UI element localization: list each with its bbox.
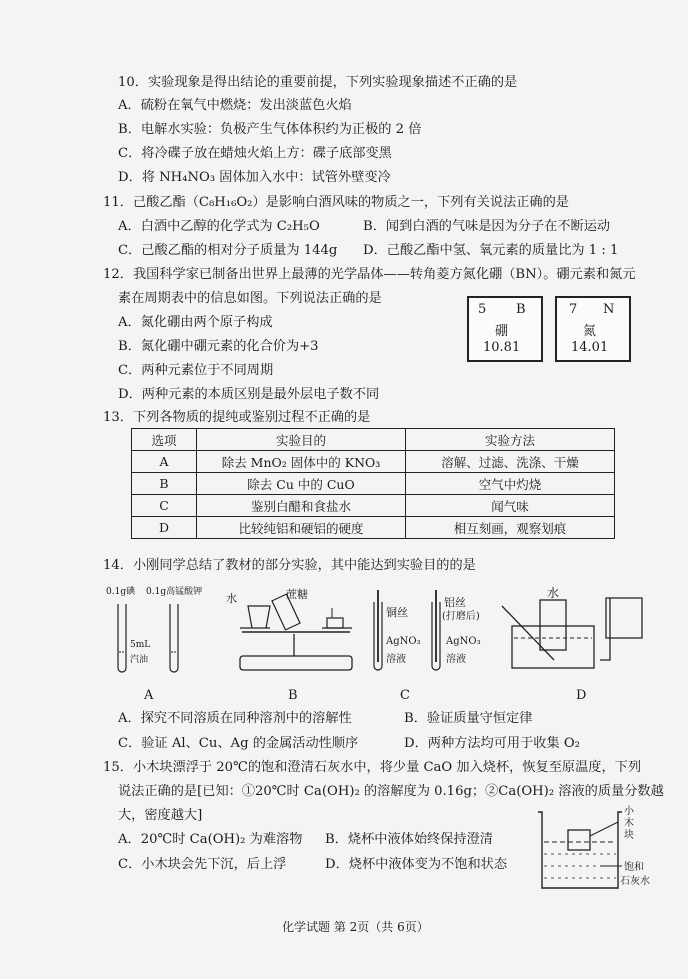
gasoline-label: 汽油 [130, 655, 149, 665]
q10-option-a: A．硫粉在氧气中燃烧：发出淡蓝色火焰 [118, 98, 352, 113]
q12-option-d: D．两种元素的本质区别是最外层电子数不同 [118, 387, 380, 402]
cell-option: B [132, 473, 197, 495]
q14-figure-d [498, 578, 650, 678]
nitrogen-atomic-mass: 14.01 [571, 340, 609, 355]
permanganate-label: 0.1g高锰酸钾 [146, 587, 203, 597]
metal-wire-tubes-diagram [360, 582, 490, 680]
nitrogen-name: 氮 [583, 324, 597, 339]
header-purpose: 实验目的 [197, 429, 406, 451]
boron-element-card [467, 296, 543, 362]
q11-option-c: C．己酸乙酯的相对分子质量为 144g [118, 243, 338, 258]
figure-label-b: B [288, 688, 298, 703]
test-tubes-diagram [100, 582, 203, 682]
table-header-row [132, 429, 615, 451]
cell-method: 相互刻画，观察划痕 [406, 517, 615, 539]
cell-purpose: 除去 Cu 中的 CuO [197, 473, 406, 495]
boron-name: 硼 [495, 324, 509, 339]
q15-stem-line3: 大，密度越大] [118, 808, 203, 823]
q14-option-d: D．两种方法均可用于收集 O₂ [404, 736, 580, 751]
table-row [132, 473, 615, 495]
volume-label: 5mL [130, 640, 151, 650]
q11-option-b: B．闻到白酒的气味是因为分子在不断运动 [363, 219, 611, 234]
copper-wire-label: 铜丝 [386, 606, 408, 619]
figure-label-d: D [576, 688, 587, 703]
nitrogen-symbol: N [603, 302, 615, 317]
silver-nitrate-label-1: AgNO₃ [386, 636, 421, 647]
q14-option-a: A．探究不同溶质在同种溶剂中的溶解性 [118, 711, 352, 726]
cell-option: A [132, 451, 197, 473]
figure-label-c: C [400, 688, 410, 703]
cell-method: 溶解、过滤、洗涤、干燥 [406, 451, 615, 473]
q10-stem: 10．实验现象是得出结论的重要前提，下列实验现象描述不正确的是 [118, 75, 518, 90]
saturated-label: 饱和 [624, 862, 644, 873]
cell-method: 空气中灼烧 [406, 473, 615, 495]
boron-atomic-number: 5 [478, 302, 487, 317]
q12-option-c: C．两种元素位于不同周期 [118, 363, 274, 378]
sucrose-label: 蔗糖 [286, 588, 308, 601]
cell-purpose: 比较纯铝和硬铝的硬度 [197, 517, 406, 539]
water-label-d: 水 [547, 586, 560, 600]
q10-option-b: B．电解水实验：负极产生气体体积约为正极的 2 倍 [118, 122, 422, 137]
q15-stem-line1: 15．小木块漂浮于 20℃的饱和澄清石灰水中，将少量 CaO 加入烧杯，恢复至原温度，下列 [103, 760, 642, 775]
q15-option-c: C．小木块会先下沉，后上浮 [118, 857, 287, 872]
q14-stem: 14．小刚同学总结了教材的部分实验，其中能达到实验目的的是 [103, 558, 476, 573]
cell-purpose: 除去 MnO₂ 固体中的 KNO₃ [197, 451, 406, 473]
page-footer: 化学试题 第 2页（共 6页） [282, 920, 429, 934]
q13-stem: 13．下列各物质的提纯或鉴别过程不正确的是 [103, 410, 371, 425]
solution-label-1: 溶液 [386, 654, 406, 665]
water-label-b: 水 [226, 592, 237, 605]
q15-stem-line2: 说法正确的是[已知：①20℃时 Ca(OH)₂ 的溶解度为 0.16g；②Ca(OH)₂ 溶液的质量分数越 [118, 784, 664, 799]
figure-label-a: A [144, 688, 154, 703]
q14-option-b: B．验证质量守恒定律 [404, 711, 533, 726]
limewater-label: 石灰水 [620, 876, 650, 887]
q10-option-c: C．将冷碟子放在蜡烛火焰上方：碟子底部变黑 [118, 146, 392, 161]
block-label-3: 块 [624, 830, 634, 841]
q15-beaker-figure [530, 800, 660, 900]
q11-option-d: D．己酸乙酯中氢、氧元素的质量比为 1 : 1 [363, 243, 619, 258]
q10-option-d: D．将 NH₄NO₃ 固体加入水中：试管外壁变冷 [118, 170, 391, 185]
q14-figure-b [222, 582, 362, 674]
iodine-label: 0.1g碘 [106, 587, 136, 597]
q12-option-a: A．氮化硼由两个原子构成 [118, 315, 273, 330]
nitrogen-element-card [555, 296, 631, 362]
q12-option-b: B．氮化硼中硼元素的化合价为+3 [118, 339, 319, 354]
q15-option-a: A．20℃时 Ca(OH)₂ 为难溶物 [118, 832, 303, 847]
solution-label-2: 溶液 [446, 654, 466, 665]
nitrogen-atomic-number: 7 [569, 302, 578, 317]
table-row [132, 517, 615, 539]
cell-option: C [132, 495, 197, 517]
block-label-2: 木 [624, 818, 634, 829]
block-label-1: 小 [624, 806, 634, 817]
q14-option-c: C．验证 Al、Cu、Ag 的金属活动性顺序 [118, 736, 359, 751]
boron-atomic-mass: 10.81 [483, 340, 521, 355]
aluminum-wire-label: 铝丝 [444, 596, 466, 609]
silver-nitrate-label-2: AgNO₃ [446, 636, 481, 647]
q11-stem: 11．己酸乙酯（C₈H₁₆O₂）是影响白酒风味的物质之一，下列有关说法正确的是 [103, 195, 569, 210]
q12-stem-line2: 素在周期表中的信息如图。下列说法正确的是 [118, 291, 382, 306]
q11-option-a: A．白酒中乙醇的化学式为 C₂H₅O [118, 219, 320, 234]
cell-purpose: 鉴别白醋和食盐水 [197, 495, 406, 517]
q14-figure-a [100, 582, 203, 682]
cell-method: 闻气味 [406, 495, 615, 517]
header-method: 实验方法 [406, 429, 615, 451]
q13-table [131, 428, 615, 539]
table-row [132, 495, 615, 517]
q14-figure-c [360, 582, 490, 680]
q12-stem-line1: 12．我国科学家已制备出世界上最薄的光学晶体——转角菱方氮化硼（BN）。硼元素和氮元 [103, 267, 636, 282]
polished-label: (打磨后) [442, 611, 480, 622]
header-option: 选项 [132, 429, 197, 451]
table-row [132, 451, 615, 473]
q15-option-d: D．烧杯中液体变为不饱和状态 [325, 857, 508, 872]
gas-collection-diagram [498, 578, 650, 678]
q15-option-b: B．烧杯中液体始终保持澄清 [325, 832, 493, 847]
cell-option: D [132, 517, 197, 539]
boron-symbol: B [516, 302, 526, 317]
